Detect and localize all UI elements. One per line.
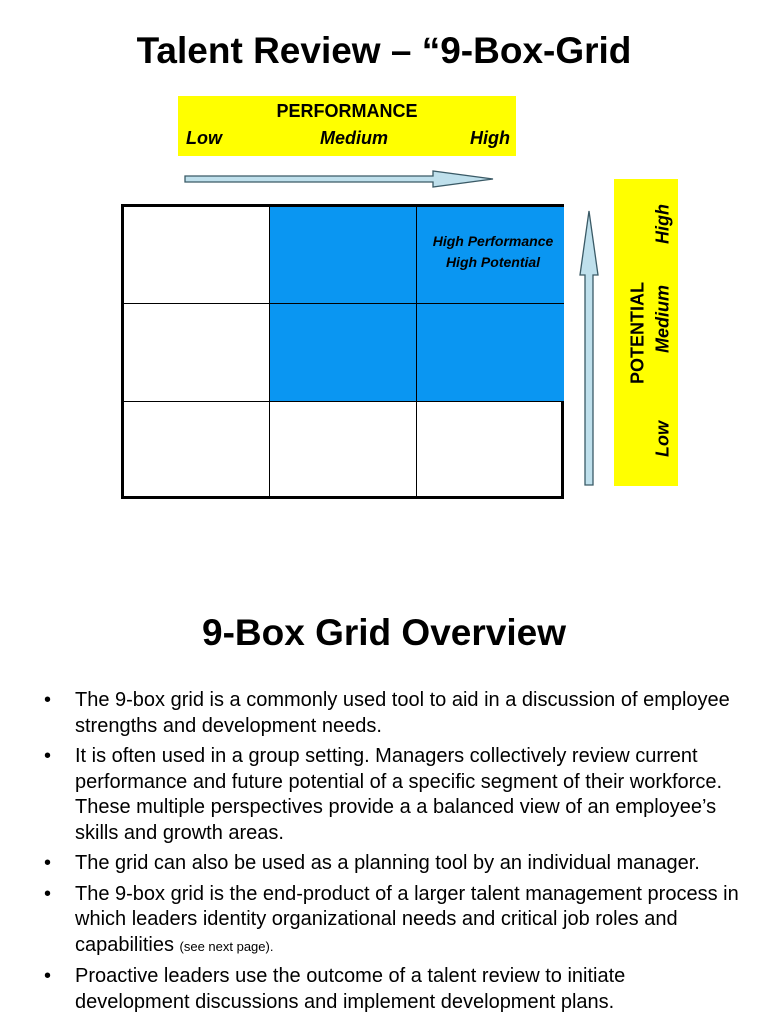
list-item xyxy=(40,964,740,1015)
grid-divider xyxy=(124,401,564,402)
bullet-icon: • xyxy=(44,882,52,905)
list-item xyxy=(40,882,740,960)
bullet-text: The 9-box grid is a commonly used tool to aid in a discussion of employee strengths and development needs. xyxy=(75,689,730,737)
list-item xyxy=(40,851,740,877)
potential-arrow-icon xyxy=(578,209,600,489)
bullet-text: Proactive leaders use the outcome of a talent review to initiate development discussions and implement development plans. xyxy=(75,965,626,1013)
bullet-icon: • xyxy=(44,745,52,767)
potential-high-label: High xyxy=(652,204,673,244)
nine-box-grid xyxy=(121,204,564,499)
grid-divider xyxy=(269,207,270,499)
grid-divider xyxy=(416,207,417,499)
grid-cell-r2c2 xyxy=(270,304,417,402)
list-item xyxy=(40,744,740,846)
overview-bullet-list xyxy=(40,688,740,1020)
grid-divider xyxy=(124,303,564,304)
bullet-suffix: (see next page). xyxy=(179,938,274,954)
grid-cell-r3c1 xyxy=(124,402,270,499)
high-performance-high-potential-note xyxy=(422,231,564,273)
list-item xyxy=(40,688,740,739)
potential-medium-label: Medium xyxy=(652,284,673,354)
note-line-performance: High Performance xyxy=(432,233,554,249)
grid-cell-r3c3 xyxy=(417,402,564,499)
bullet-text: The grid can also be used as a planning tool by an individual manager. xyxy=(75,852,700,874)
overview-heading: 9-Box Grid Overview xyxy=(202,612,566,653)
potential-axis-label-box xyxy=(614,179,678,486)
performance-low-label: Low xyxy=(186,128,222,148)
bullet-icon: • xyxy=(44,965,52,987)
grid-cell-r2c3 xyxy=(417,304,564,402)
performance-label: PERFORMANCE xyxy=(276,101,418,121)
grid-cell-r1c2 xyxy=(270,207,417,304)
performance-high-label: High xyxy=(470,128,510,148)
page-title: Talent Review – “9-Box-Grid xyxy=(136,30,632,71)
grid-cell-r2c1 xyxy=(124,304,270,402)
note-line-potential: High Potential xyxy=(445,254,541,270)
bullet-icon: • xyxy=(44,852,52,874)
performance-arrow-icon xyxy=(183,169,497,189)
bullet-text: It is often used in a group setting. Managers collectively review current performance and future potential of a specific segment of their workforce. These multiple perspectives provide a a balanced view of an employee’s skills and growth areas. xyxy=(75,745,723,844)
bullet-text: The 9-box grid is the end-product of a larger talent management process in which leaders identity organizational needs and critical job roles and capabilities xyxy=(75,882,739,956)
performance-axis-label-box xyxy=(178,96,516,156)
grid-cell-r1c1 xyxy=(124,207,270,304)
bullet-icon: • xyxy=(44,689,52,711)
performance-medium-label: Medium xyxy=(320,128,389,148)
grid-cell-r3c2 xyxy=(270,402,417,499)
potential-low-label: Low xyxy=(652,421,673,457)
potential-label: POTENTIAL xyxy=(627,282,648,384)
